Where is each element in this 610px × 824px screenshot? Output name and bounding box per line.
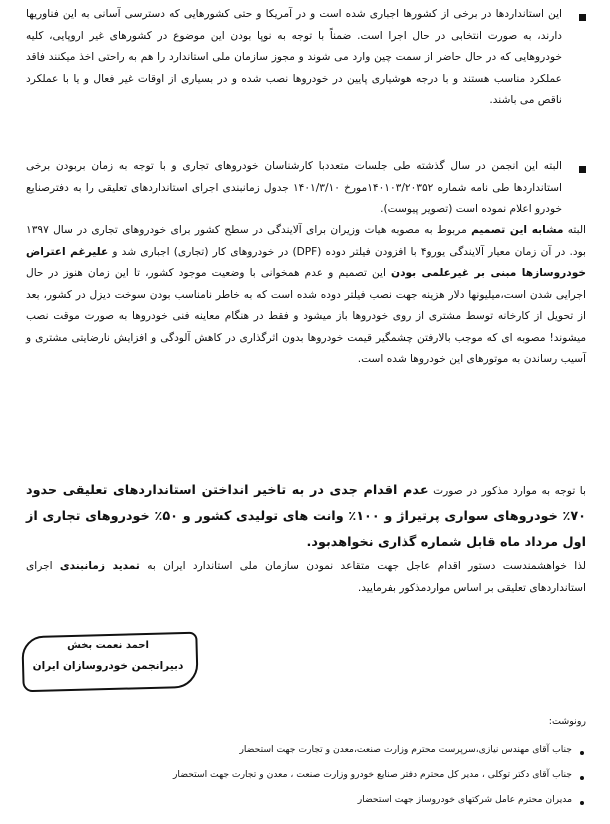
cc-heading: رونوشت: [548, 716, 586, 727]
bold-phrase: تمدید زمانبندی [59, 560, 140, 572]
text-run: البته [563, 224, 586, 236]
text-run: اجرای استانداردهای تعلیقی بر اساس مواردمذکور بفرمایید. [26, 560, 586, 594]
bold-phrase: علیرغم اعتراض خودروسازها مبنی بر غیرعلمی بودن [26, 245, 586, 279]
bold-phrase: مشابه این تصمیم [471, 224, 564, 236]
bullet-paragraph-standards: این استانداردها در برخی از کشورها اجباری شده است و در آمریکا و حتی کشورهایی که دسترسی آسانی به این فناوریها دارند، به صورت انتخابی در حال اجرا است. ضمناً با توجه به نوپا بودن این موضوع در کشورهای غیر اروپایی، کلیه خودروهایی که در حال حاضر از سمت چین وارد می شوند و مجوز سازمان ملی استاندارد را هم به راحتی اخذ میکنند فاقد عملکرد مناسب هستند و با درجه هوشیاری پایین در خودروها نصب شده و در بسیاری از اوقات غیر فعال و یا با عملکرد ناقص می باشند. [26, 8, 562, 106]
paragraph-request [26, 556, 586, 599]
cc-item: جناب آقای دکتر توکلی ، مدیر کل محترم دفتر صنایع خودرو وزارت صنعت ، معدن و تجارت جهت استحضار [172, 769, 572, 780]
text-run: مربوط به مصوبه هیات وزیران برای آلایندگی در سطح کشور برای خودروهای تجاری در سال ۱۳۹۷ بود. در آن زمان معیار آلایندگی یورو۴ با افزودن فیلتر دوده (DPF) در خودروهای کار (تجاری) اجباری شد و [26, 224, 586, 258]
bullet-square-icon [579, 166, 586, 173]
text-run: این تصمیم و عدم همخوانی با وضعیت موجود کشور، تا این زمان هنوز در حال اجرایی شدن است،میلیونها دلار هزینه جهت نصب فیلتر دوده شده است که به خاطر نامناسب بودن سوخت دیزل در کشور، بعد از تحویل از کارخانه توسط مشتری از روی خودروها باز میشود و فقط در هنگام معاینه فنی خودروها به صورت موقت نصب میشوند! مصوبه ای که موجب بالارفتن چشمگیر قیمت خودروها بدون اثرگذاری در کاهش آلودگی و افزایش نارضایتی مشتری و آسیب رساندن به موتورهای این خودروها شده است. [26, 267, 586, 365]
bullet-paragraph-schedule: البته این انجمن در سال گذشته طی جلسات متعددبا کارشناسان خودروهای تجاری و با توجه به زمان بربودن برخی استانداردها طی نامه شماره ۱۴۰۱۰۳/۲۰۳۵۲مورخ ۱۴۰۱/۳/۱۰ جدول زمانبندی اجرای استانداردهای تعلیقی را به دفترصنایع خودرو اعلام نموده است (تصویر پیوست). [26, 160, 562, 215]
cc-bullet-icon [580, 801, 584, 805]
text-run: با توجه به موارد مذکور در صورت [428, 485, 586, 497]
cc-bullet-icon [580, 751, 584, 755]
cc-item: مدیران محترم عامل شرکتهای خودروساز جهت استحضار [357, 794, 572, 805]
bullet-square-icon [579, 14, 586, 21]
signatory-title: دبیرانجمن خودروسازان ایران [32, 660, 184, 672]
paragraph-conclusion [26, 478, 586, 556]
paragraph-similar-decision [26, 220, 586, 371]
text-run: لذا خواهشمندست دستور اقدام عاجل جهت متقاعد نمودن سازمان ملی استاندارد ایران به [139, 560, 586, 572]
cc-item: جناب آقای مهندس نیازی،سرپرست محترم وزارت صنعت،معدن و تجارت جهت استحضار [239, 744, 572, 755]
bold-warning: عدم اقدام جدی در به تاخیر انداختن استانداردهای تعلیقی حدود ۷۰٪ خودروهای سواری پرتیراژ و ۱۰۰٪ وانت های تولیدی کشور و ۵۰٪ خودروهای تجاری از اول مرداد ماه قابل شماره گذاری نخواهدبود. [26, 483, 586, 550]
signatory-name: احمد نعمت بخش [67, 640, 149, 651]
cc-bullet-icon [580, 776, 584, 780]
